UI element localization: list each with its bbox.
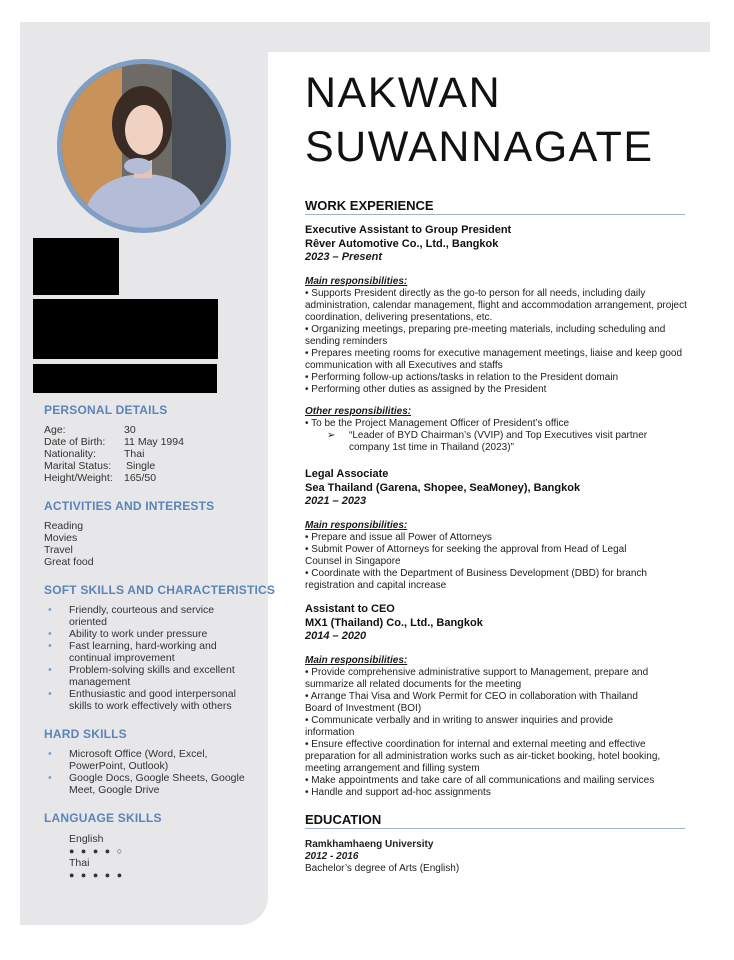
language-skills-heading: LANGUAGE SKILLS: [44, 811, 162, 825]
arrow-icon: ➢: [327, 429, 336, 441]
detail-value: Thai: [124, 448, 145, 460]
list-item: • Ability to work under pressure: [44, 628, 256, 640]
degree: Bachelor’s degree of Arts (English): [305, 863, 460, 874]
job-company: Sea Thailand (Garena, Shopee, SeaMoney), Bangkok: [305, 481, 581, 494]
responsibility-item: • Supports President directly as the go-to person for all needs, including daily administration, calendar management, flight and accommodation arrangement, project coordination, delivering presentations, etc.: [305, 287, 687, 323]
detail-row: [44, 460, 184, 472]
responsibility-item: • Prepares meeting rooms for executive management meetings, liaise and keep good communication with all Executives and staffs: [305, 347, 683, 371]
list-item: Great food: [44, 556, 94, 568]
job-title: Legal Associate: [305, 468, 389, 480]
responsibility-item: • Provide comprehensive administrative support to Management, prepare and summarize all related documents for the meeting: [305, 666, 649, 690]
activities-list: [44, 520, 94, 568]
work-experience-heading: WORK EXPERIENCE: [305, 198, 685, 215]
name-last: SUWANNAGATE: [305, 123, 654, 171]
job-entry: [305, 468, 690, 592]
detail-value: Single: [126, 460, 156, 472]
header-band: [268, 22, 710, 52]
responsibility-item: • Prepare and issue all Power of Attorneys: [305, 531, 492, 543]
personal-details-table: [44, 424, 184, 484]
responsibility-item: • Coordinate with the Department of Business Development (DBD) for branch registration and capital increase: [305, 567, 647, 591]
name-first: NAKWAN: [305, 69, 502, 117]
page-title: [305, 66, 654, 174]
education-dates: 2012 - 2016: [305, 851, 359, 862]
list-item: • Friendly, courteous and service oriented: [44, 604, 229, 628]
job-company: MX1 (Thailand) Co., Ltd., Bangkok: [305, 616, 483, 629]
redacted-block: [33, 238, 119, 295]
responsibility-item: • Make appointments and take care of all communications and mailing services: [305, 774, 655, 786]
job-dates: 2021 – 2023: [305, 495, 367, 507]
job-entry: [305, 224, 690, 454]
detail-row: [44, 472, 184, 484]
job-dates: 2014 – 2020: [305, 630, 367, 642]
responsibility-item: • To be the Project Management Officer of President’s office: [305, 417, 570, 429]
responsibility-item: • Organizing meetings, preparing pre-meeting materials, including scheduling and sending reminders: [305, 323, 666, 347]
responsibilities-label: Main responsibilities:: [305, 519, 408, 531]
detail-row: [44, 436, 184, 448]
responsibility-item: • Submit Power of Attorneys for seeking the approval from Head of Legal Counsel in Singapore: [305, 543, 627, 567]
responsibility-item: • Communicate verbally and in writing to answer inquiries and provide information: [305, 714, 614, 738]
list-item: Reading: [44, 520, 84, 532]
list-item: • Microsoft Office (Word, Excel, PowerPoint, Outlook): [44, 748, 224, 772]
detail-label: Height/Weight:: [44, 472, 113, 484]
other-responsibilities-label: Other responsibilities:: [305, 405, 412, 417]
responsibility-item: • Ensure effective coordination for internal and external meeting and effective preparation for all administration works such as air-ticket booking, hotel booking, meeting arrangement and filling system: [305, 738, 661, 774]
quote-text: “Leader of BYD Chairman’s (VVIP) and Top Executives visit partner company 1st time in Thailand (2023)”: [349, 429, 648, 453]
school-name: Ramkhamhaeng University: [305, 839, 434, 850]
language-rating: ● ● ● ● ○: [69, 846, 125, 856]
list-item: • Google Docs, Google Sheets, Google Meet, Google Drive: [44, 772, 256, 796]
detail-value: 30: [124, 424, 136, 436]
detail-label: Nationality:: [44, 448, 96, 460]
soft-skills-heading: SOFT SKILLS AND CHARACTERISTICS: [44, 583, 276, 597]
job-dates: 2023 – Present: [305, 251, 383, 263]
job-entry: [305, 603, 690, 799]
detail-label: Age:: [44, 424, 66, 436]
redacted-block: [33, 364, 217, 393]
detail-row: [44, 424, 184, 436]
job-title: Assistant to CEO: [305, 603, 395, 615]
job-title: Executive Assistant to Group President: [305, 224, 512, 236]
language-item: [69, 833, 124, 881]
hard-skills-list: [44, 748, 256, 796]
redacted-block: [33, 299, 218, 359]
responsibilities-label: Main responsibilities:: [305, 275, 408, 287]
language-name: English: [69, 833, 104, 845]
responsibility-item: • Performing other duties as assigned by the President: [305, 383, 547, 395]
personal-details-heading: PERSONAL DETAILS: [44, 403, 168, 417]
education-heading: EDUCATION: [305, 812, 685, 829]
detail-label: Marital Status:: [44, 460, 112, 472]
list-item: • Enthusiastic and good interpersonal skills to work effectively with others: [44, 688, 249, 712]
language-name: Thai: [69, 857, 90, 869]
responsibility-item: • Arrange Thai Visa and Work Permit for CEO in collaboration with Thailand Board of Investment (BOI): [305, 690, 638, 714]
responsibility-item: • Performing follow-up actions/tasks in relation to the President domain: [305, 371, 619, 383]
education-entry: [305, 839, 690, 875]
language-rating: ● ● ● ● ●: [69, 870, 125, 880]
list-item: • Problem-solving skills and excellent management: [44, 664, 244, 688]
list-item: Travel: [44, 544, 73, 556]
responsibilities-label: Main responsibilities:: [305, 654, 408, 666]
detail-value: 165/50: [124, 472, 157, 484]
detail-value: 11 May 1994: [124, 436, 184, 448]
profile-photo: [57, 59, 231, 233]
list-item: • Fast learning, hard-working and continual improvement: [44, 640, 229, 664]
job-company: Rêver Automotive Co., Ltd., Bangkok: [305, 237, 499, 250]
hard-skills-heading: HARD SKILLS: [44, 727, 127, 741]
detail-row: [44, 448, 184, 460]
soft-skills-list: [44, 604, 256, 712]
activities-heading: ACTIVITIES AND INTERESTS: [44, 499, 215, 513]
list-item: Movies: [44, 532, 78, 544]
responsibility-item: • Handle and support ad-hoc assignments: [305, 786, 491, 798]
detail-label: Date of Birth:: [44, 436, 106, 448]
highlight-quote: [305, 430, 690, 454]
